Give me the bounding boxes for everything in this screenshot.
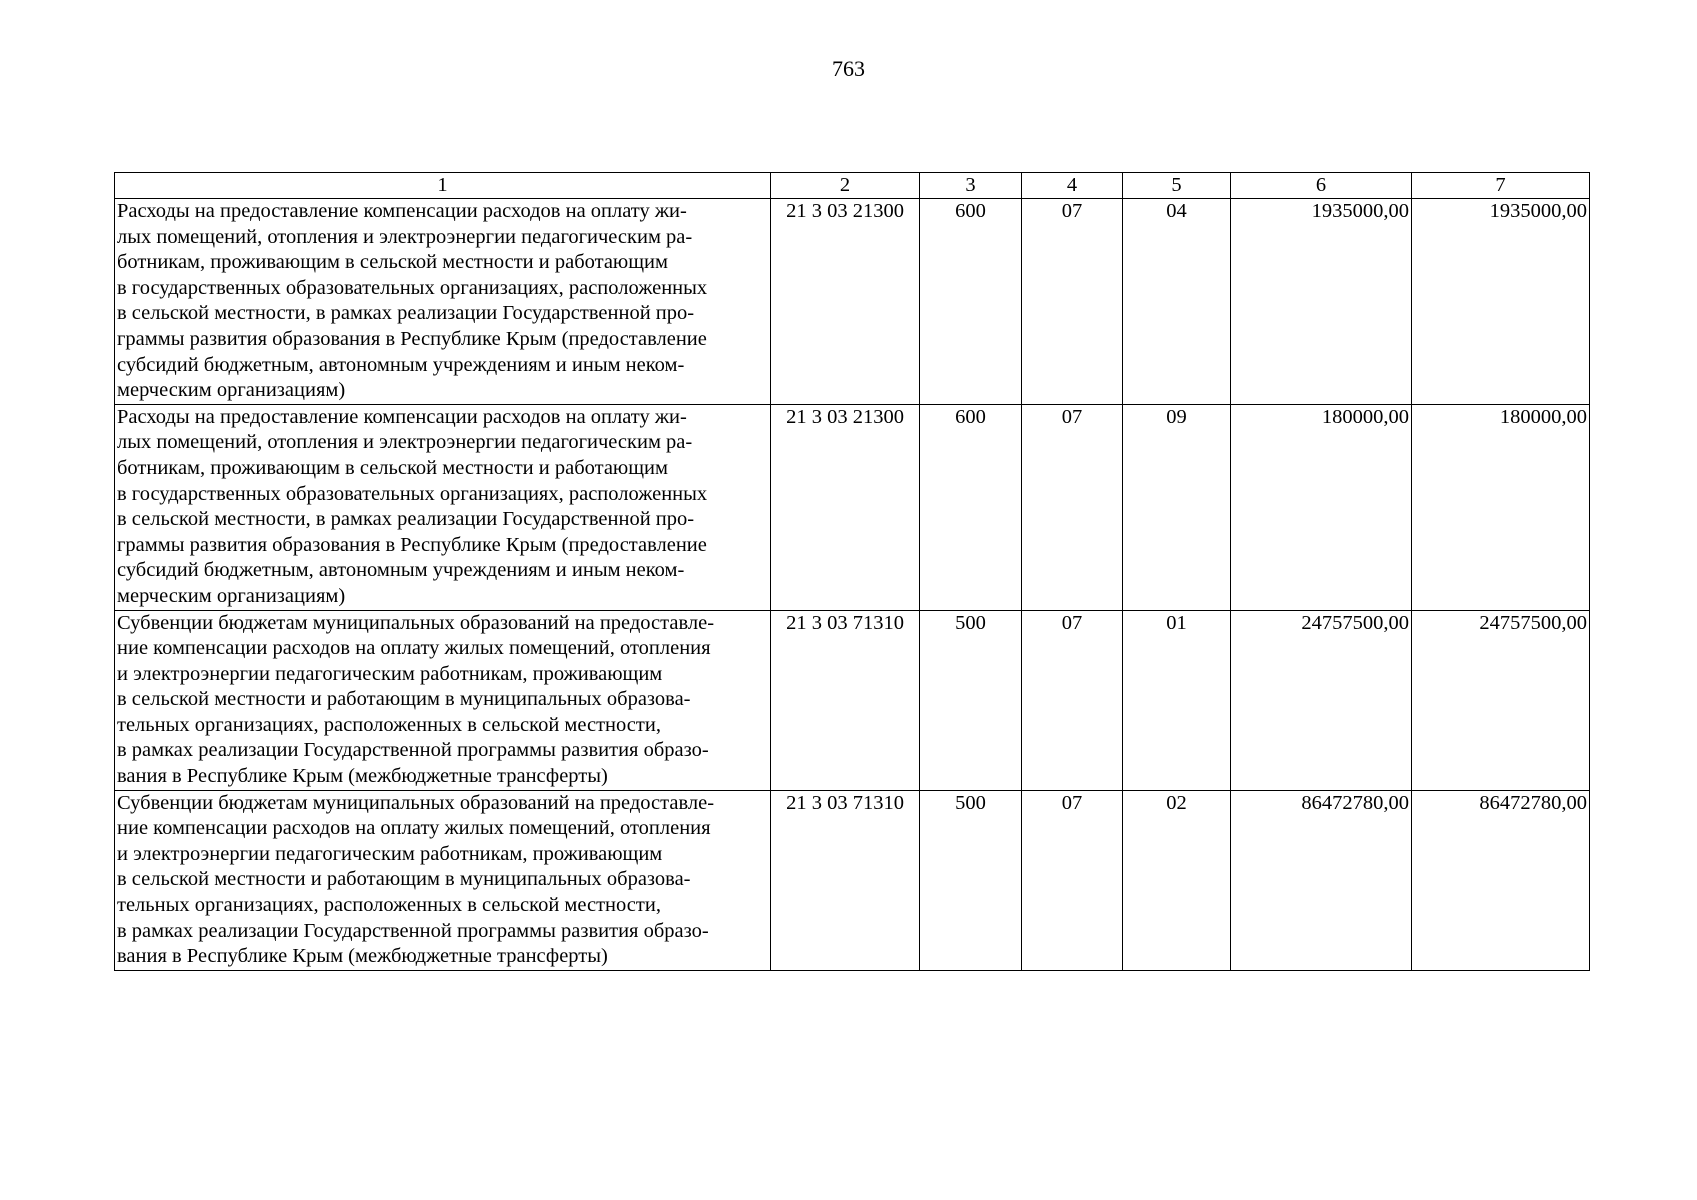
amount-col6: 1935000,00 [1231,199,1412,405]
table-row [115,199,1590,405]
target-article-code: 21 3 03 21300 [771,199,920,405]
expense-type-code: 500 [920,610,1022,790]
description-line: Расходы на предоставление компенсации расходов на оплату жи- [117,200,687,222]
column-header: 4 [1022,173,1123,199]
column-header: 3 [920,173,1022,199]
description-line: лых помещений, отопления и электроэнергии педагогическим ра- [117,431,693,454]
description-line: ние компенсации расходов на оплату жилых помещений, отопления [117,637,711,660]
description-line: граммы развития образования в Республике Крым (предоставление [117,533,707,556]
amount-col6: 86472780,00 [1231,790,1412,970]
description-line: в сельской местности, в рамках реализации Государственной про- [117,302,695,325]
description-line: в государственных образовательных организациях, расположенных [117,482,708,505]
description-line: и электроэнергии педагогическим работникам, проживающим [117,842,663,865]
description-line: ботникам, проживающим в сельской местности и работающим [117,251,668,274]
description-line: в рамках реализации Государственной программы развития образо- [117,739,709,762]
amount-col6: 24757500,00 [1231,610,1412,790]
section-code: 07 [1022,404,1123,610]
table-row [115,610,1590,790]
column-header: 6 [1231,173,1412,199]
description-line: ние компенсации расходов на оплату жилых помещений, отопления [117,817,711,840]
expense-type-code: 600 [920,199,1022,405]
description-line: вания в Республике Крым (межбюджетные трансферты) [117,765,608,788]
description-line: в государственных образовательных организациях, расположенных [117,276,708,299]
description-line: тельных организациях, расположенных в сельской местности, [117,713,661,736]
column-header: 7 [1412,173,1590,199]
target-article-code: 21 3 03 71310 [771,610,920,790]
row-description [115,790,771,970]
target-article-code: 21 3 03 71310 [771,790,920,970]
description-line: граммы развития образования в Республике Крым (предоставление [117,327,707,350]
section-code: 07 [1022,199,1123,405]
budget-table [114,172,1590,971]
subsection-code: 01 [1123,610,1231,790]
row-description [115,404,771,610]
description-line: вания в Республике Крым (межбюджетные трансферты) [117,945,608,968]
description-line: тельных организациях, расположенных в сельской местности, [117,894,661,917]
section-code: 07 [1022,610,1123,790]
amount-col7: 180000,00 [1412,404,1590,610]
column-header: 5 [1123,173,1231,199]
column-header: 1 [115,173,771,199]
description-line: в сельской местности, в рамках реализации Государственной про- [117,508,695,531]
table-row [115,404,1590,610]
row-description [115,610,771,790]
column-header: 2 [771,173,920,199]
description-line: субсидий бюджетным, автономным учреждениям и иным неком- [117,353,685,376]
amount-col7: 24757500,00 [1412,610,1590,790]
description-line: в сельской местности и работающим в муниципальных образова- [117,868,691,891]
subsection-code: 09 [1123,404,1231,610]
amount-col7: 86472780,00 [1412,790,1590,970]
description-line: в сельской местности и работающим в муниципальных образова- [117,688,691,711]
description-line: Субвенции бюджетам муниципальных образований на предоставле- [117,611,715,634]
amount-col7: 1935000,00 [1412,199,1590,405]
description-line: и электроэнергии педагогическим работникам, проживающим [117,662,663,685]
header-row [115,173,1590,199]
target-article-code: 21 3 03 21300 [771,404,920,610]
expense-type-code: 600 [920,404,1022,610]
description-line: субсидий бюджетным, автономным учреждениям и иным неком- [117,559,685,582]
description-line: мерческим организациям) [117,379,346,402]
description-line: Субвенции бюджетам муниципальных образований на предоставле- [117,791,715,814]
amount-col6: 180000,00 [1231,404,1412,610]
expense-type-code: 500 [920,790,1022,970]
description-line: лых помещений, отопления и электроэнергии педагогическим ра- [117,225,693,248]
table-row [115,790,1590,970]
description-line: Расходы на предоставление компенсации расходов на оплату жи- [117,405,687,428]
description-line: в рамках реализации Государственной программы развития образо- [117,919,709,942]
description-line: мерческим организациям) [117,584,346,607]
page-number: 763 [832,56,865,81]
row-description [115,199,771,405]
section-code: 07 [1022,790,1123,970]
subsection-code: 04 [1123,199,1231,405]
subsection-code: 02 [1123,790,1231,970]
description-line: ботникам, проживающим в сельской местности и работающим [117,456,668,479]
